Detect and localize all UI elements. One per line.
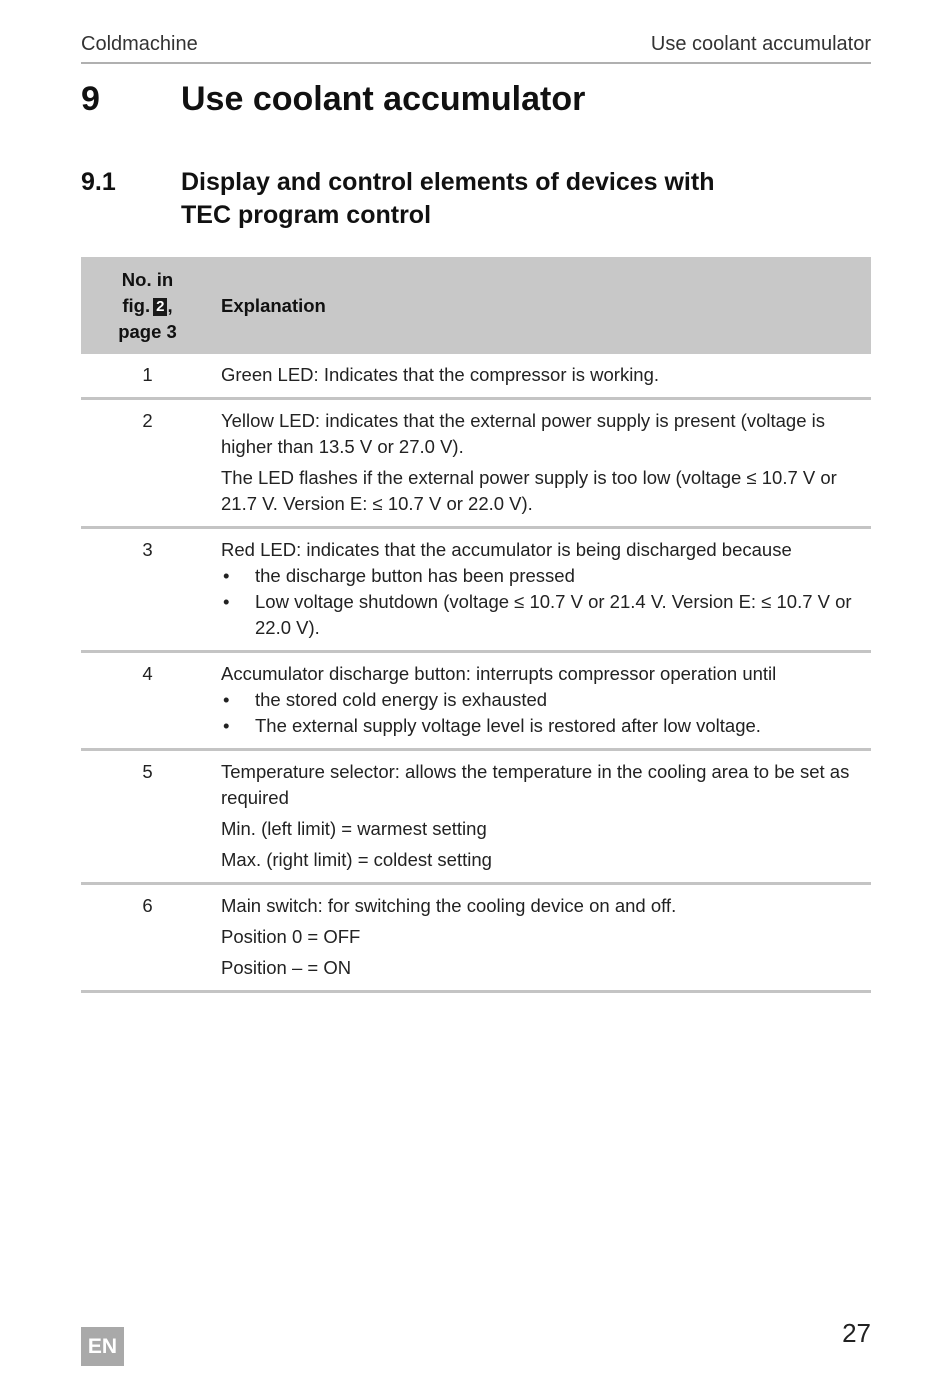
explanation-text: Green LED: Indicates that the compressor is working. (221, 364, 660, 385)
row-explanation (186, 399, 871, 528)
section-title (181, 166, 781, 232)
explanation-text: Min. (left limit) = warmest setting (221, 818, 487, 839)
row-number: 6 (81, 884, 186, 992)
chapter-title: Use coolant accumulator (181, 80, 586, 118)
bullet-item: • the stored cold energy is exhausted (221, 687, 863, 713)
bullet-item: • the discharge button has been pressed (221, 563, 863, 589)
table-header-row (81, 257, 871, 354)
explanation-text: Yellow LED: indicates that the external power supply is present (voltage is higher than 13.5 V or 27.0 V). (221, 410, 825, 457)
row-number: 4 (81, 652, 186, 750)
row-explanation (186, 884, 871, 992)
explanation-text: Temperature selector: allows the temperature in the cooling area to be set as required (221, 761, 850, 808)
header-chapter-title: Use coolant accumulator (650, 33, 871, 55)
row-number: 1 (81, 354, 186, 399)
header-product-name: Coldmachine (81, 33, 198, 55)
bullet-item: • The external supply voltage level is restored after low voltage. (221, 713, 863, 739)
chapter-number: 9 (81, 80, 100, 118)
bullet-item: • Low voltage shutdown (voltage ≤ 10.7 V or 21.4 V. Version E: ≤ 10.7 V or 22.0 V). (221, 589, 863, 641)
explanation-text: Max. (right limit) = coldest setting (221, 849, 492, 870)
table-row (81, 750, 871, 884)
row-number: 3 (81, 528, 186, 652)
header-no-line-1: No. in (121, 268, 174, 290)
row-explanation (186, 528, 871, 652)
explanation-text: Position – = ON (221, 957, 352, 978)
section-title-line-1: Display and control elements of devices with (181, 168, 715, 196)
explanation-text: Red LED: indicates that the accumulator is being discharged because (221, 539, 792, 560)
section-title-line-2: TEC program control (181, 201, 432, 229)
explanation-text: The LED flashes if the external power supply is too low (voltage ≤ 10.7 V or 21.7 V. Version E: ≤ 10.7 V or 22.0 V). (221, 467, 837, 514)
table-row (81, 399, 871, 528)
explanation-text: Accumulator discharge button: interrupts compressor operation until (221, 663, 777, 684)
table-row (81, 884, 871, 992)
explanation-text: Position 0 = OFF (221, 926, 361, 947)
header-no-line-2 (109, 293, 186, 319)
table-row (81, 652, 871, 750)
header-no-line-3: page 3 (118, 320, 177, 342)
bullet-list (221, 563, 863, 641)
elements-table (81, 257, 871, 993)
bullet-list (221, 687, 863, 739)
figure-reference-badge: 2 (153, 298, 167, 316)
page-number: 27 (842, 1318, 871, 1348)
table-row (81, 528, 871, 652)
row-number: 5 (81, 750, 186, 884)
explanation-text: Main switch: for switching the cooling device on and off. (221, 895, 677, 916)
running-header (81, 31, 871, 64)
language-tag: EN (81, 1327, 124, 1366)
row-explanation (186, 750, 871, 884)
table-row (81, 354, 871, 399)
row-number: 2 (81, 399, 186, 528)
row-explanation (186, 652, 871, 750)
header-explanation-column: Explanation (186, 257, 871, 354)
header-no-fig: fig. (122, 294, 151, 316)
row-explanation (186, 354, 871, 399)
section-number: 9.1 (81, 168, 116, 196)
header-no-comma: , (167, 294, 173, 316)
header-number-column (81, 257, 186, 354)
